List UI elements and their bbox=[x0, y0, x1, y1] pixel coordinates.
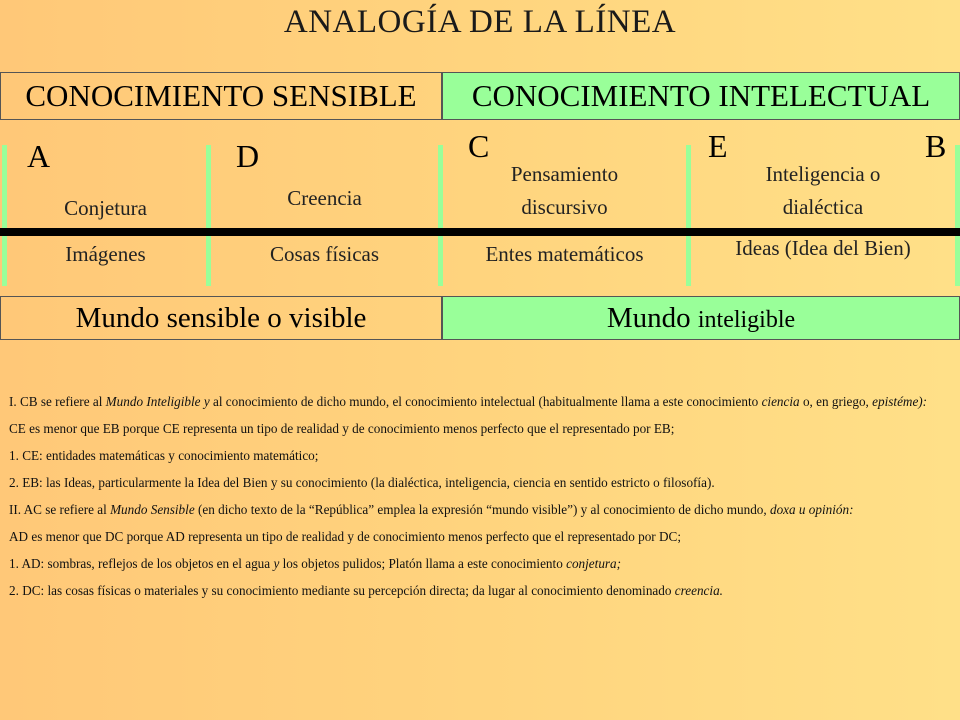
paragraph-5 bbox=[9, 501, 951, 519]
label-imagenes: Imágenes bbox=[65, 242, 146, 266]
paragraph-7 bbox=[9, 555, 951, 573]
p1-text-c: al conocimiento de dicho mundo, el conocimiento intelectual (habitualmente llama a este conocimiento bbox=[209, 394, 762, 409]
label-inteligencia: Inteligencia o bbox=[765, 162, 881, 186]
footer-mundo-word: Mundo bbox=[606, 302, 698, 334]
p1-text-e: o, en griego, bbox=[799, 394, 873, 409]
label-creencia: Creencia bbox=[287, 186, 362, 210]
point-c: C bbox=[468, 128, 490, 164]
paragraph-8 bbox=[9, 582, 951, 600]
header-conocimiento-sensible: CONOCIMIENTO SENSIBLE bbox=[0, 72, 442, 120]
explanation-text bbox=[9, 393, 951, 609]
label-entes-matematicos: Entes matemáticos bbox=[485, 242, 644, 266]
division-bar-b bbox=[955, 145, 960, 286]
label-discursivo: discursivo bbox=[521, 195, 608, 219]
footer-mundo-sensible: Mundo sensible o visible bbox=[0, 296, 442, 340]
paragraph-6: AD es menor que DC porque AD representa un tipo de realidad y de conocimiento menos perfecto que el representado por DC; bbox=[9, 529, 681, 544]
p7-text-a: 1. AD: sombras, reflejos de los objetos en el agua bbox=[9, 556, 274, 571]
point-b: B bbox=[925, 128, 947, 164]
p5-text-c: (en dicho texto de la “República” emplea la expresión “mundo visible”) y al conocimiento de dicho mundo, bbox=[194, 502, 770, 517]
p1-text-d: ciencia bbox=[761, 394, 800, 409]
p7-text-c: los objetos pulidos; Platón llama a este conocimiento bbox=[279, 556, 567, 571]
paragraph-2: CE es menor que EB porque CE representa un tipo de realidad y de conocimiento menos perfecto que el representado por EB; bbox=[9, 421, 675, 436]
p5-text-d: doxa u opinión: bbox=[769, 502, 854, 517]
page-title: ANALOGÍA DE LA LÍNEA bbox=[283, 4, 677, 40]
point-a: A bbox=[27, 138, 51, 174]
footer-mundo-inteligible bbox=[442, 296, 960, 340]
paragraph-1 bbox=[9, 393, 951, 411]
label-dialectica: dialéctica bbox=[782, 195, 864, 219]
paragraph-4: 2. EB: las Ideas, particularmente la Idea del Bien y su conocimiento (la dialéctica, inteligencia, ciencia en sentido estricto o filosofía). bbox=[9, 475, 715, 490]
paragraph-3: 1. CE: entidades matemáticas y conocimiento matemático; bbox=[9, 448, 319, 463]
p8-text-a: 2. DC: las cosas físicas o materiales y su conocimiento mediante su percepción directa; da lugar al conocimiento denominado bbox=[9, 583, 675, 598]
point-e: E bbox=[708, 128, 728, 164]
divided-line bbox=[0, 228, 960, 236]
p1-text-a: I. CB se refiere al bbox=[9, 394, 106, 409]
p5-text-a: II. AC se refiere al bbox=[9, 502, 111, 517]
p1-text-f: epistéme): bbox=[872, 394, 928, 409]
p8-text-b: creencia. bbox=[674, 583, 723, 598]
label-ideas: Ideas (Idea del Bien) bbox=[735, 236, 911, 260]
point-d: D bbox=[236, 138, 260, 174]
p1-text-b: Mundo Inteligible y bbox=[105, 394, 210, 409]
p5-text-b: Mundo Sensible bbox=[110, 502, 195, 517]
label-pensamiento: Pensamiento bbox=[510, 162, 619, 186]
footer-inteligible-word: inteligible bbox=[697, 307, 796, 333]
header-conocimiento-intelectual: CONOCIMIENTO INTELECTUAL bbox=[442, 72, 960, 120]
p7-text-d: conjetura; bbox=[566, 556, 622, 571]
p7-text-b: y bbox=[273, 556, 280, 571]
label-cosas-fisicas: Cosas físicas bbox=[269, 242, 380, 266]
label-conjetura: Conjetura bbox=[64, 196, 147, 220]
